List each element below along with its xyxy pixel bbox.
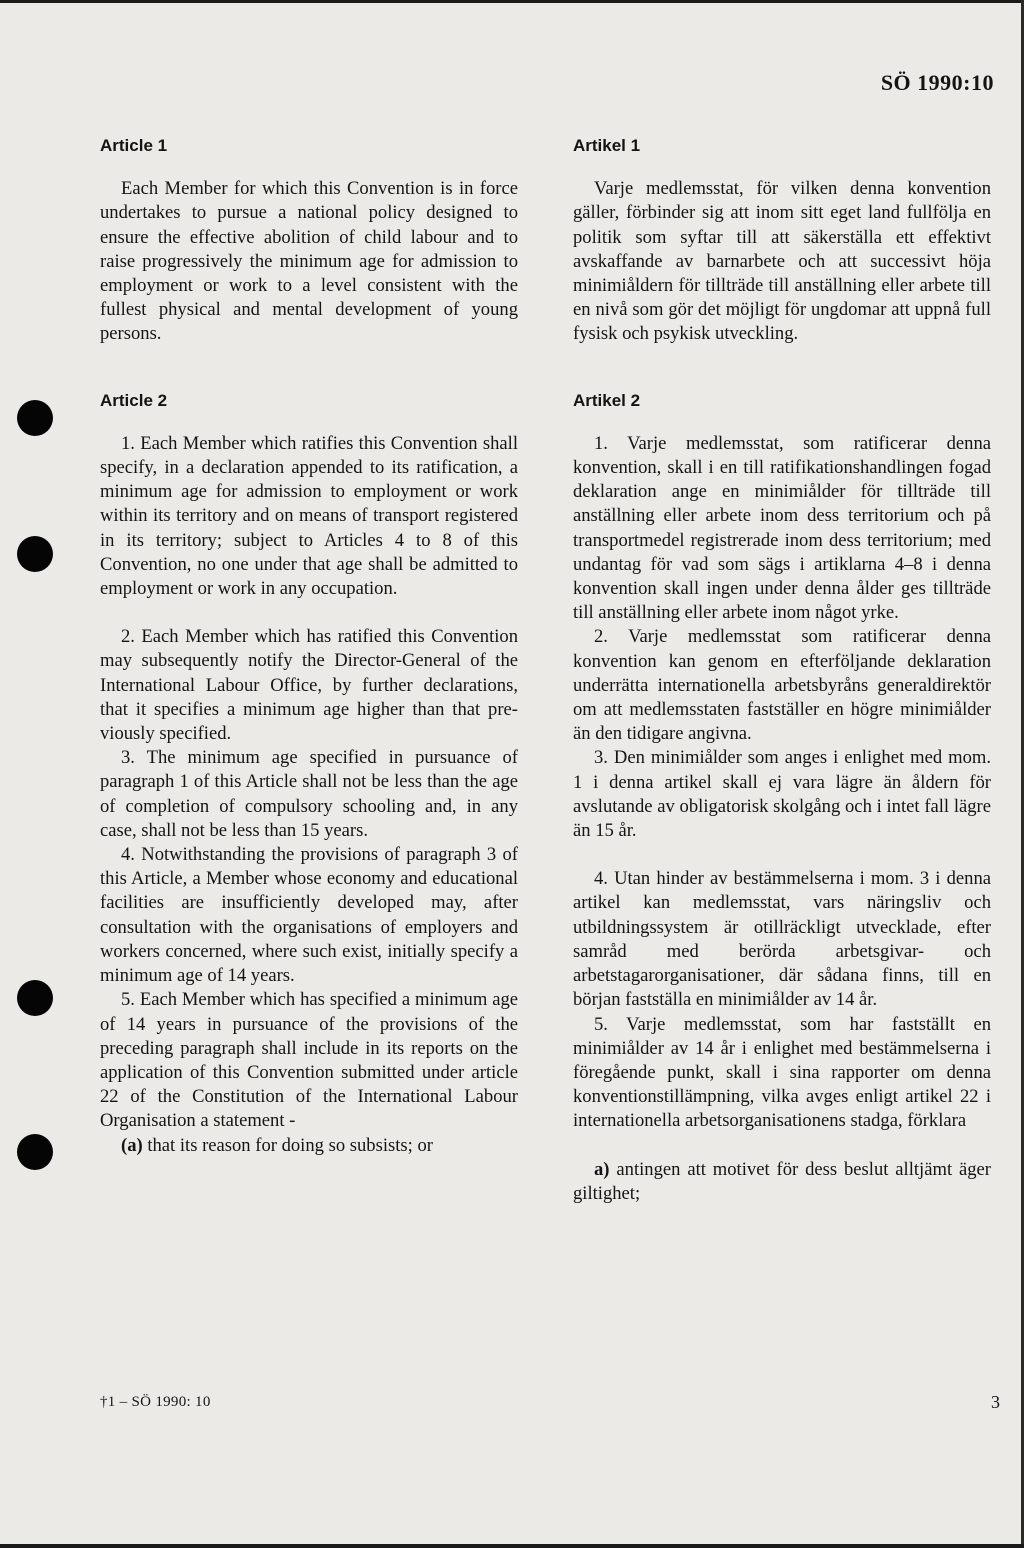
punch-hole-icon — [17, 400, 53, 436]
artikel-1-heading: Artikel 1 — [573, 136, 641, 155]
paragraph-4: 4. Notwithstanding the provisions of paragraph 3 of this Article, a Member whose economy and educational facilities are insufficiently developed may, after consultation with the organisations of employers and workers concerned, where such exist, initially specify a minimum age of 14 years. — [100, 844, 518, 987]
artikel-1-text: Varje medlemsstat, för vilken denna konvention gäller, förbinder sig att inom sitt eget land fullfölja en politik som syftar till att säkerställa ett effektivt avskaffande av barnarbete och att successivt höja minimiåldern för tillträde till anställning eller arbete till en nivå som gör det möjligt för ungdomar att uppnå full fysisk och psykisk utveckling. — [573, 178, 991, 345]
artikel-2-heading: Artikel 2 — [573, 390, 641, 410]
item-a-sv — [573, 1158, 991, 1206]
paragraph-4-sv: 4. Utan hinder av bestämmelserna i mom. 3 i denna artikel kan medlemsstat, vars näringsliv och utbildningssystem är otillräckligt utvecklade, efter samråd med berörda arbetsgivar- och arbetstagarorganisationer, där sådana finns, till en början fastställa en minimiålder av 14 år. — [573, 868, 991, 1011]
paragraph-3-sv: 3. Den minimiålder som anges i enlighet med mom. 1 i denna artikel skall ej vara lägre än åldern för avslutande av obligatorisk skolgång och i intet fall lägre än 15 år. — [573, 747, 991, 842]
page-number: 3 — [991, 1392, 1000, 1412]
paragraph-1-sv: 1. Varje medlemsstat, som ratificerar denna konvention, skall i en till ratifikationshandlingen fogad deklaration ange en minimiålder för tillträde till anställning eller arbete inom dess territorium och på transportmedel registrerade inom dess territorium; med undantag för vad som sägs i artiklarna 4–8 i denna konvention skall ingen under denna ålder ges tillträde till anställning eller arbete inom något yrke. — [573, 432, 991, 624]
item-a-label-sv: a) — [594, 1158, 610, 1180]
item-a-label: (a) — [121, 1134, 143, 1156]
paragraph-5-sv: 5. Varje medlemsstat, som har fastställt en minimiålder av 14 år i enlighet med bestämmelserna i föregående punkt, skall i sina rapporter om denna konventionstillämpning, vilka avges enligt artikel 22 i internationella arbetsorganisationens stadga, förklara — [573, 1013, 991, 1132]
punch-hole-icon — [17, 536, 53, 572]
footer-signature: †1 – SÖ 1990: 10 — [100, 1394, 211, 1410]
paragraph-2-sv: 2. Varje medlemsstat som ratificerar denna konvention kan genom en efterföljande deklaration underrätta internationella arbetsbyråns generaldirektör om att medlemsstaten fastställer en högre minimiålder än den tidigare angivna. — [573, 626, 991, 745]
scan-edge-bottom — [0, 1544, 1024, 1548]
item-a-text-sv: antingen att motivet för dess beslut alltjämt äger giltighet; — [573, 1158, 991, 1204]
article-1-heading: Article 1 — [100, 136, 168, 155]
english-column — [100, 134, 518, 1158]
item-a-text: that its reason for doing so subsists; or — [142, 1134, 433, 1156]
item-a — [100, 1134, 518, 1158]
paragraph-5: 5. Each Member which has specified a minimum age of 14 years in pursuance of the provisions of the preceding paragraph shall include in its reports on the application of this Convention submitted under article 22 of the Constitution of the International Labour Organisation a statement - — [100, 989, 518, 1132]
scan-edge-top — [0, 0, 1024, 3]
running-head: SÖ 1990:10 — [880, 70, 994, 95]
paragraph-1: 1. Each Member which ratifies this Convention shall specify, in a declaration appended to its ratification, a minimum age for admission to employment or work within its territory and on means of transport registered in its territory; subject to Articles 4 to 8 of this Convention, no one under that age shall be admitted to employment or work in any occupation. — [100, 432, 518, 600]
article-2-heading: Article 2 — [100, 390, 168, 410]
paragraph-2: 2. Each Member which has ratified this Convention may subsequently notify the Director-General of the International Labour Office, by further declarations, that it specifies a minimum age higher than that previously specified. — [100, 626, 518, 745]
article-1-text: Each Member for which this Convention is in force undertakes to pursue a national policy designed to ensure the effective abolition of child labour and to raise progressively the minimum age for admission to employment or work to a level consistent with the fullest physical and mental development of young persons. — [100, 178, 518, 345]
punch-hole-icon — [17, 1134, 53, 1170]
punch-hole-icon — [17, 980, 53, 1016]
paragraph-3: 3. The minimum age specified in pursuance of paragraph 1 of this Article shall not be less than the age of completion of compulsory schooling and, in any case, shall not be less than 15 years. — [100, 747, 518, 841]
swedish-column — [573, 134, 991, 1206]
